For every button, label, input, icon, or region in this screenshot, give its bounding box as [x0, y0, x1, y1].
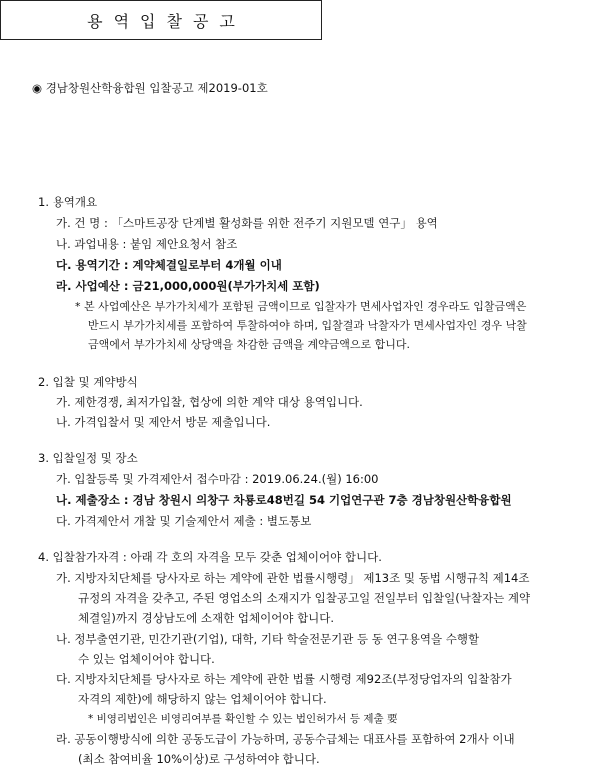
section-1-note-line-2: 반드시 부가가치세를 포함하여 투찰하여야 하며, 입찰결과 낙찰자가 면세사업자인 경우 낙찰	[88, 319, 527, 332]
section-2-heading: 2. 입찰 및 계약방식	[38, 375, 138, 389]
section-4-heading: 4. 입찰참가자격 : 아래 각 호의 자격을 모두 갖춘 업체이어야 합니다.	[38, 550, 382, 564]
section-1-item-d: 라. 사업예산 : 금21,000,000원(부가가치세 포함)	[56, 279, 320, 293]
section-4-item-b-line-1: 나. 정부출연기관, 민간기관(기업), 대학, 기타 학술전문기관 등 동 연구용역을 수행할	[56, 632, 480, 646]
section-3-item-a: 가. 입찰등록 및 가격제안서 접수마감 : 2019.06.24.(월) 16:00	[56, 472, 379, 486]
section-4-item-d-line-2: (최소 참여비율 10%이상)로 구성하여야 합니다.	[78, 752, 320, 766]
section-4-item-a-line-1: 가. 지방자치단체를 당사자로 하는 계약에 관한 법률시행령」 제13조 및 동법 시행규칙 제14조	[56, 571, 530, 585]
notice-number: ◉ 경남창원산학융합원 입찰공고 제2019-01호	[32, 81, 268, 95]
section-3-item-b: 나. 제출장소 : 경남 창원시 의창구 차룡로48번길 54 기업연구관 7층 경남창원산학융합원	[56, 493, 512, 507]
section-1-note-line-1: * 본 사업예산은 부가가치세가 포함된 금액이므로 입찰자가 면세사업자인 경우라도 입찰금액은	[75, 300, 527, 313]
section-2-item-b: 나. 가격입찰서 및 제안서 방문 제출입니다.	[56, 415, 271, 429]
section-4-item-a-line-2: 규정의 자격을 갖추고, 주된 영업소의 소재지가 입찰공고일 전일부터 입찰일(낙찰자는 계약	[78, 591, 531, 605]
title-box	[0, 0, 322, 40]
section-4-item-c-line-2: 자격의 제한)에 해당하지 않는 업체이어야 합니다.	[78, 692, 327, 706]
section-1-item-a: 가. 건 명 : 「스마트공장 단계별 활성화를 위한 전주기 지원모델 연구」 용역	[56, 216, 438, 230]
section-1-heading: 1. 용역개요	[38, 195, 98, 209]
section-3-item-c: 다. 가격제안서 개찰 및 기술제안서 제출 : 별도통보	[56, 514, 312, 528]
section-4-item-c-line-1: 다. 지방자치단체를 당사자로 하는 계약에 관한 법률 시행령 제92조(부정당업자의 입찰참가	[56, 672, 512, 686]
section-3-heading: 3. 입찰일정 및 장소	[38, 451, 138, 465]
section-4-item-c-note: * 비영리법인은 비영리여부를 확인할 수 있는 법인허가서 등 제출 要	[88, 713, 398, 725]
section-4-item-b-line-2: 수 있는 업체이어야 합니다.	[78, 652, 215, 666]
section-4-item-a-line-3: 체결일)까지 경상남도에 소재한 업체이어야 합니다.	[78, 611, 335, 625]
section-1-item-b: 나. 과업내용 : 붙임 제안요청서 참조	[56, 237, 238, 251]
section-1-item-c: 다. 용역기간 : 계약체결일로부터 4개월 이내	[56, 258, 282, 272]
section-1-note-line-3: 금액에서 부가가치세 상당액을 차감한 금액을 계약금액으로 합니다.	[88, 338, 411, 351]
section-2-item-a: 가. 제한경쟁, 최저가입찰, 협상에 의한 계약 대상 용역입니다.	[56, 395, 363, 409]
section-4-item-d-line-1: 라. 공동이행방식에 의한 공동도급이 가능하며, 공동수급체는 대표사를 포함하여 2개사 이내	[56, 732, 515, 746]
document-title: 용역입찰공고	[87, 11, 246, 31]
